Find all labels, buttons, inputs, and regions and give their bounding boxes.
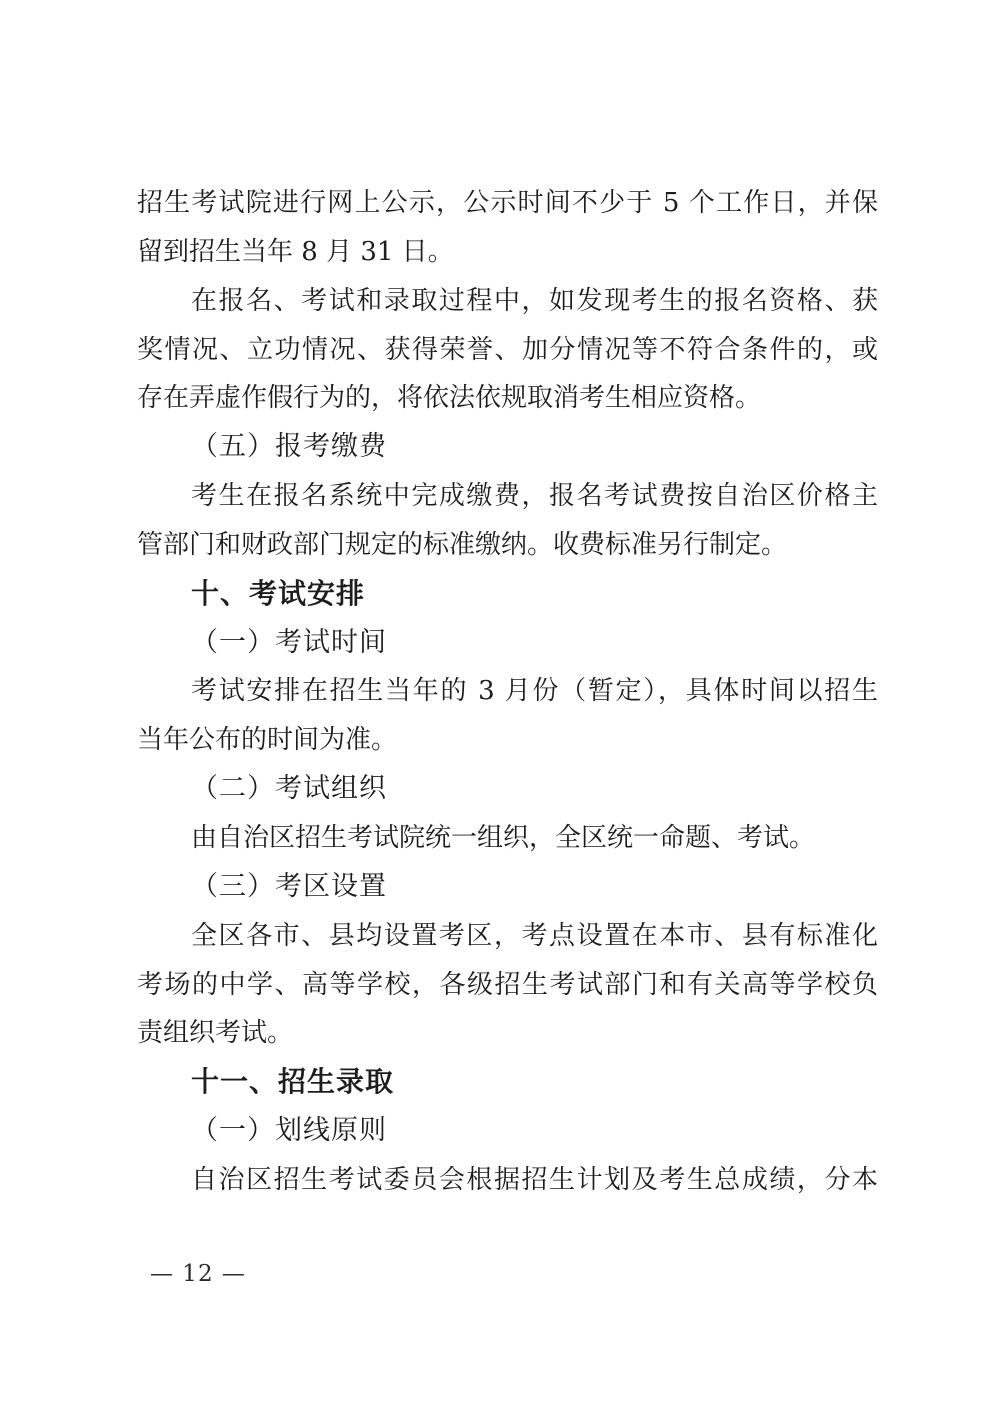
body-text-line: 在报名、考试和录取过程中，如发现考生的报名资格、获 (191, 285, 878, 316)
body-text-line: 留到招生当年 8 月 31 日。 (137, 236, 454, 267)
section-heading: 十、考试安排 (191, 577, 366, 609)
body-text-line: 当年公布的时间为准。 (137, 725, 398, 756)
body-text-line: 由自治区招生考试院统一组织，全区统一命题、考试。 (191, 822, 816, 853)
body-text-line: 责组织考试。 (137, 1018, 294, 1049)
body-text-line: 考生在报名系统中完成缴费，报名考试费按自治区价格主 (191, 481, 878, 512)
subsection-heading: （五）报考缴费 (191, 431, 387, 463)
page-number: — 12 — (150, 1261, 246, 1287)
section-heading: 十一、招生录取 (191, 1066, 395, 1098)
subsection-heading: （三）考区设置 (191, 870, 387, 902)
body-text-line: 管部门和财政部门规定的标准缴纳。收费标准另行制定。 (137, 529, 788, 560)
body-text-line: 存在弄虚作假行为的，将依法依规取消考生相应资格。 (137, 383, 762, 414)
document-body (137, 179, 878, 1205)
body-text-line: 奖情况、立功情况、获得荣誉、加分情况等不符合条件的，或 (137, 334, 878, 365)
body-text-line: 招生考试院进行网上公示，公示时间不少于 5 个工作日，并保 (137, 188, 878, 218)
body-text-line: 考场的中学、高等学校，各级招生考试部门和有关高等学校负 (137, 969, 878, 1000)
body-text-line: 全区各市、县均设置考区，考点设置在本市、县有标准化 (191, 920, 878, 951)
subsection-heading: （一）划线原则 (191, 1115, 387, 1147)
subsection-heading: （二）考试组织 (191, 773, 387, 805)
body-text-line: 自治区招生考试委员会根据招生计划及考生总成绩，分本 (191, 1164, 878, 1195)
subsection-heading: （一）考试时间 (191, 626, 387, 658)
body-text-line: 考试安排在招生当年的 3 月份（暂定），具体时间以招生 (191, 676, 878, 707)
